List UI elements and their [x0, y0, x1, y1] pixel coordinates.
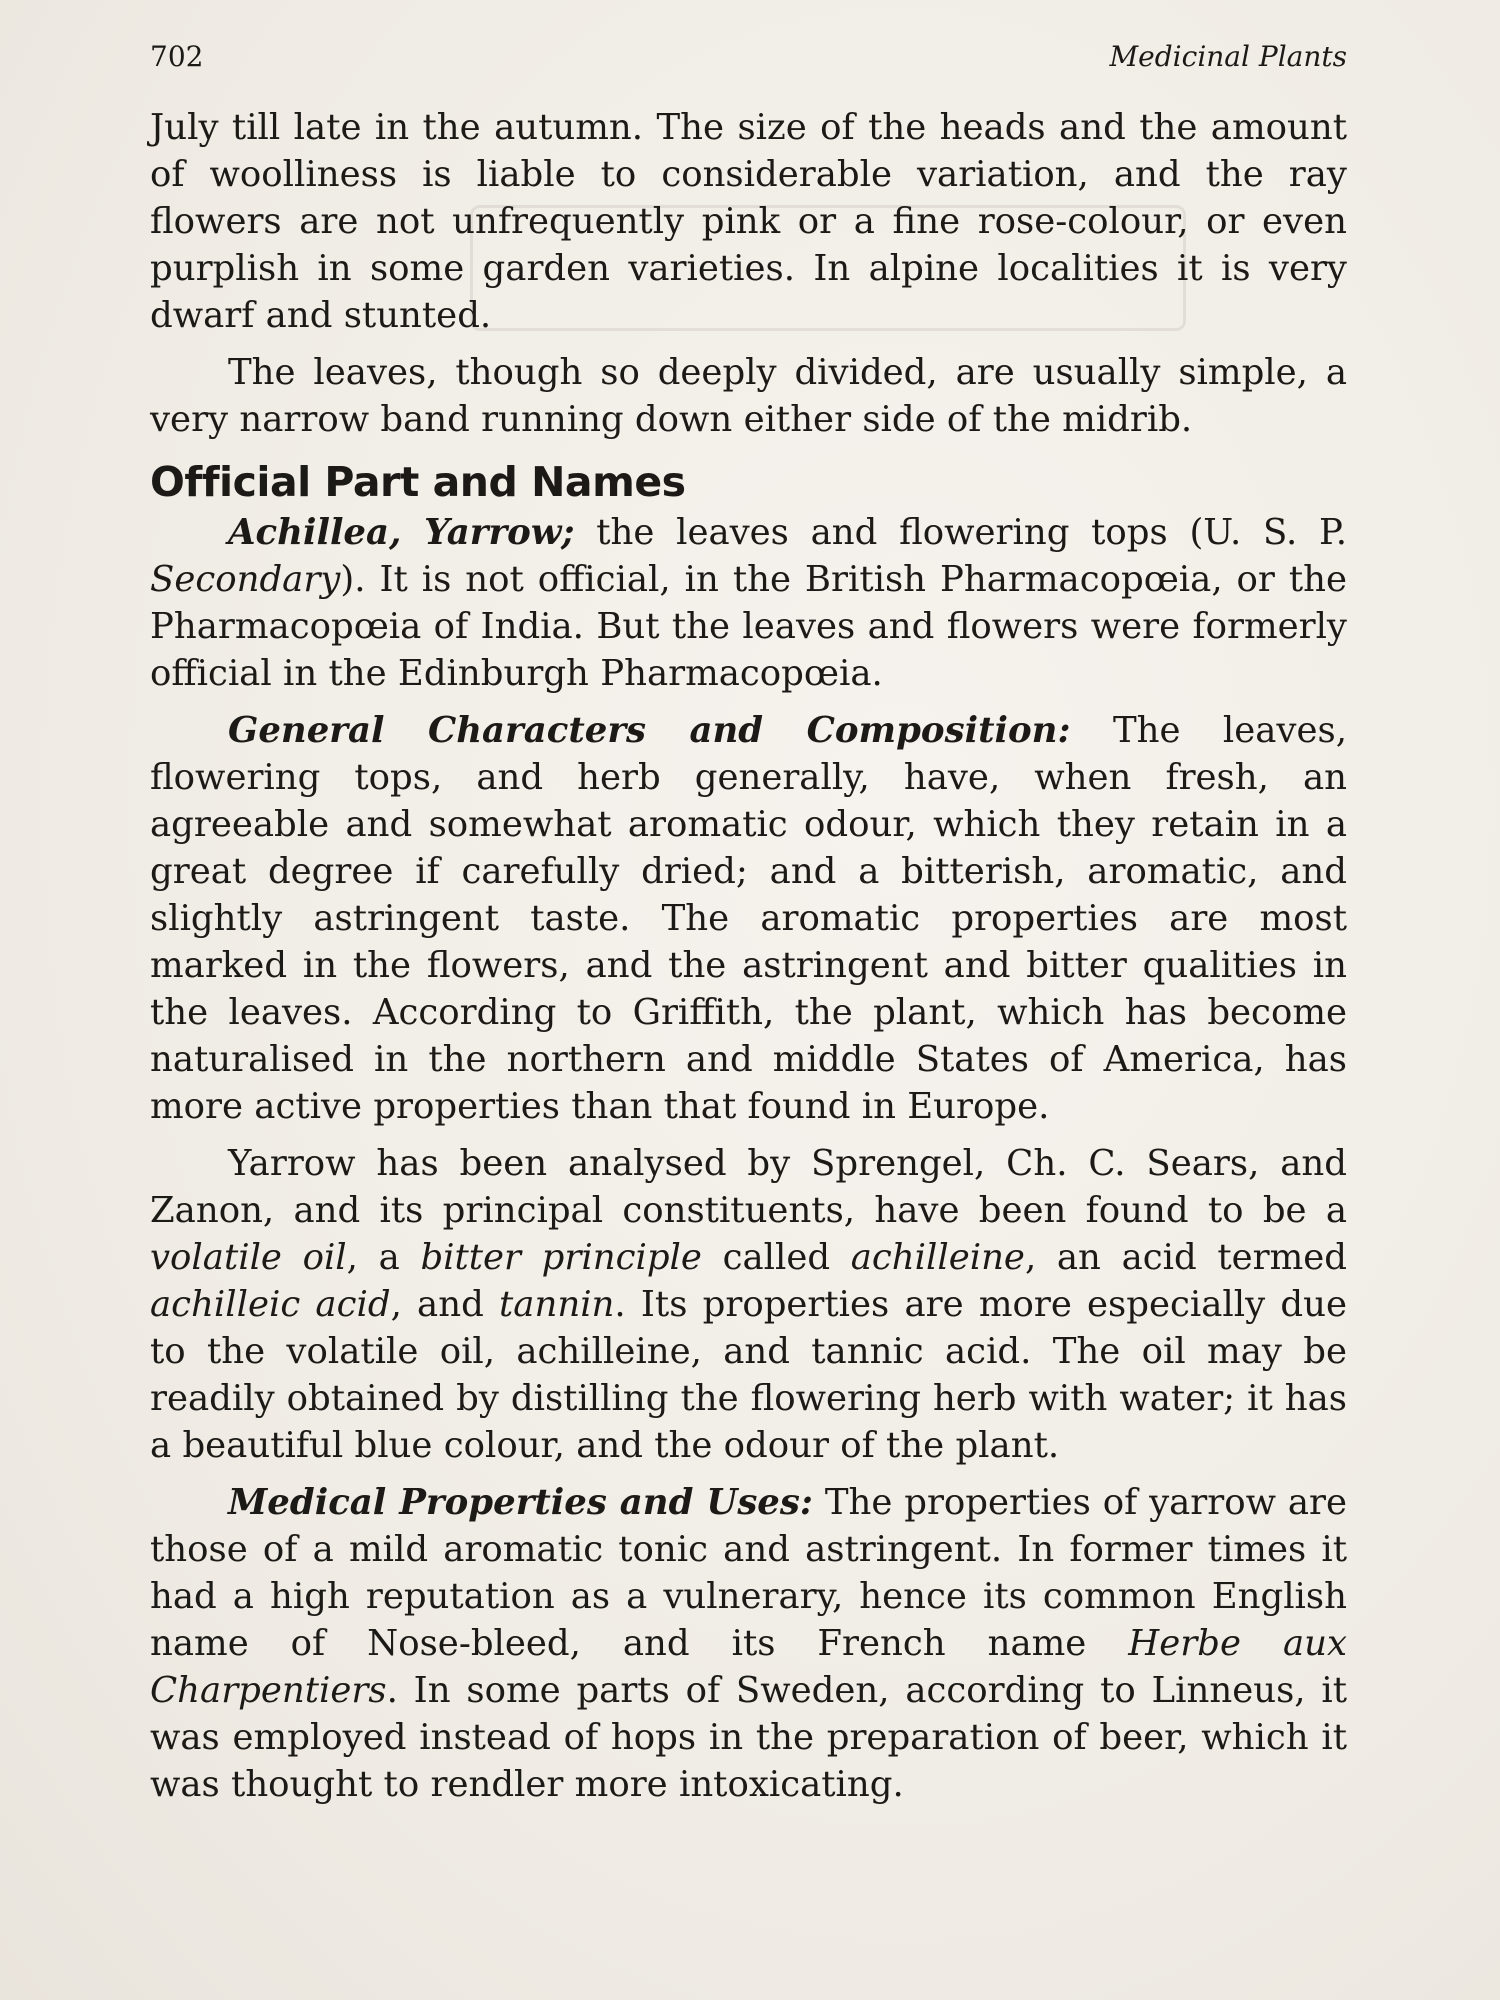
medical-text-1: The properties of yarrow are those of a mild aromatic tonic and astringent. In former times it had a high reputation as a vulnerary, hence its common English name of Nose-bleed, and its French name [150, 1482, 1347, 1664]
paragraph-continuation: July till late in the autumn. The size of the heads and the amount of woolliness is liable to considerable variation, and the ray flowers are not unfrequently pink or a fine rose-colour, or even purplish in some garden varieties. In alpine localities it is very dwarf and stunted. [150, 107, 1347, 336]
analysis-text-6: . Its properties are more especially due to the volatile oil, achilleine, and tannic acid. The oil may be readily obtained by distilling the flowering herb with water; it has a beautiful blue colour, and the odour of the plant. [150, 1284, 1347, 1466]
official-text-2: ). It is not official, in the British Pharmacopœia, or the Pharmacopœia of India. But the leaves and flowers were formerly official in the Edinburgh Pharmacopœia. [150, 559, 1347, 694]
paragraph-general [150, 707, 1347, 1130]
paragraph-leaves: The leaves, though so deeply divided, are usually simple, a very narrow band running down either side of the midrib. [150, 352, 1347, 440]
paragraph-medical [150, 1479, 1347, 1808]
term-achilleic-acid: achilleic acid [150, 1284, 391, 1325]
page-body [150, 104, 1347, 1808]
term-tannin: tannin [499, 1284, 615, 1325]
medical-lead: Medical Properties and Uses: [228, 1482, 813, 1523]
paragraph-official [150, 509, 1347, 697]
official-secondary: Secondary [150, 559, 341, 600]
analysis-text-1: Yarrow has been analysed by Sprengel, Ch. C. Sears, and Zanon, and its principal constituents, have been found to be a [150, 1143, 1347, 1231]
medical-text-2: . In some parts of Sweden, according to Linneus, it was employed instead of hops in the preparation of beer, which it was thought to rendler more intoxicating. [150, 1670, 1347, 1805]
official-text-1: the leaves and flowering tops (U. S. P. [574, 512, 1347, 553]
analysis-text-5: , and [390, 1284, 500, 1325]
analysis-text-2: , a [346, 1237, 421, 1278]
running-title: Medicinal Plants [1109, 40, 1347, 73]
analysis-text-3: called [701, 1237, 851, 1278]
general-text: The leaves, flowering tops, and herb generally, have, when fresh, an agreeable and somewhat aromatic odour, which they retain in a great degree if carefully dried; and a bitterish, aromatic, and slightly astringent taste. The aromatic properties are most marked in the flowers, and the astringent and bitter qualities in the leaves. According to Griffith, the plant, which has become naturalised in the northern and middle States of America, has more active properties than that found in Europe. [150, 710, 1348, 1127]
analysis-text-4: , an acid termed [1024, 1237, 1348, 1278]
term-herbe-aux-charpentiers: Herbe aux Charpentiers [150, 1623, 1347, 1711]
official-lead: Achillea, Yarrow; [228, 512, 575, 553]
paragraph-analysis [150, 1140, 1347, 1469]
term-achilleine: achilleine [850, 1237, 1025, 1278]
section-heading: Official Part and Names [150, 458, 686, 506]
general-lead: General Characters and Composition: [228, 710, 1071, 751]
term-volatile-oil: volatile oil [150, 1237, 347, 1278]
term-bitter-principle: bitter principle [420, 1237, 702, 1278]
page-number: 702 [150, 40, 204, 73]
running-head [150, 40, 1347, 80]
